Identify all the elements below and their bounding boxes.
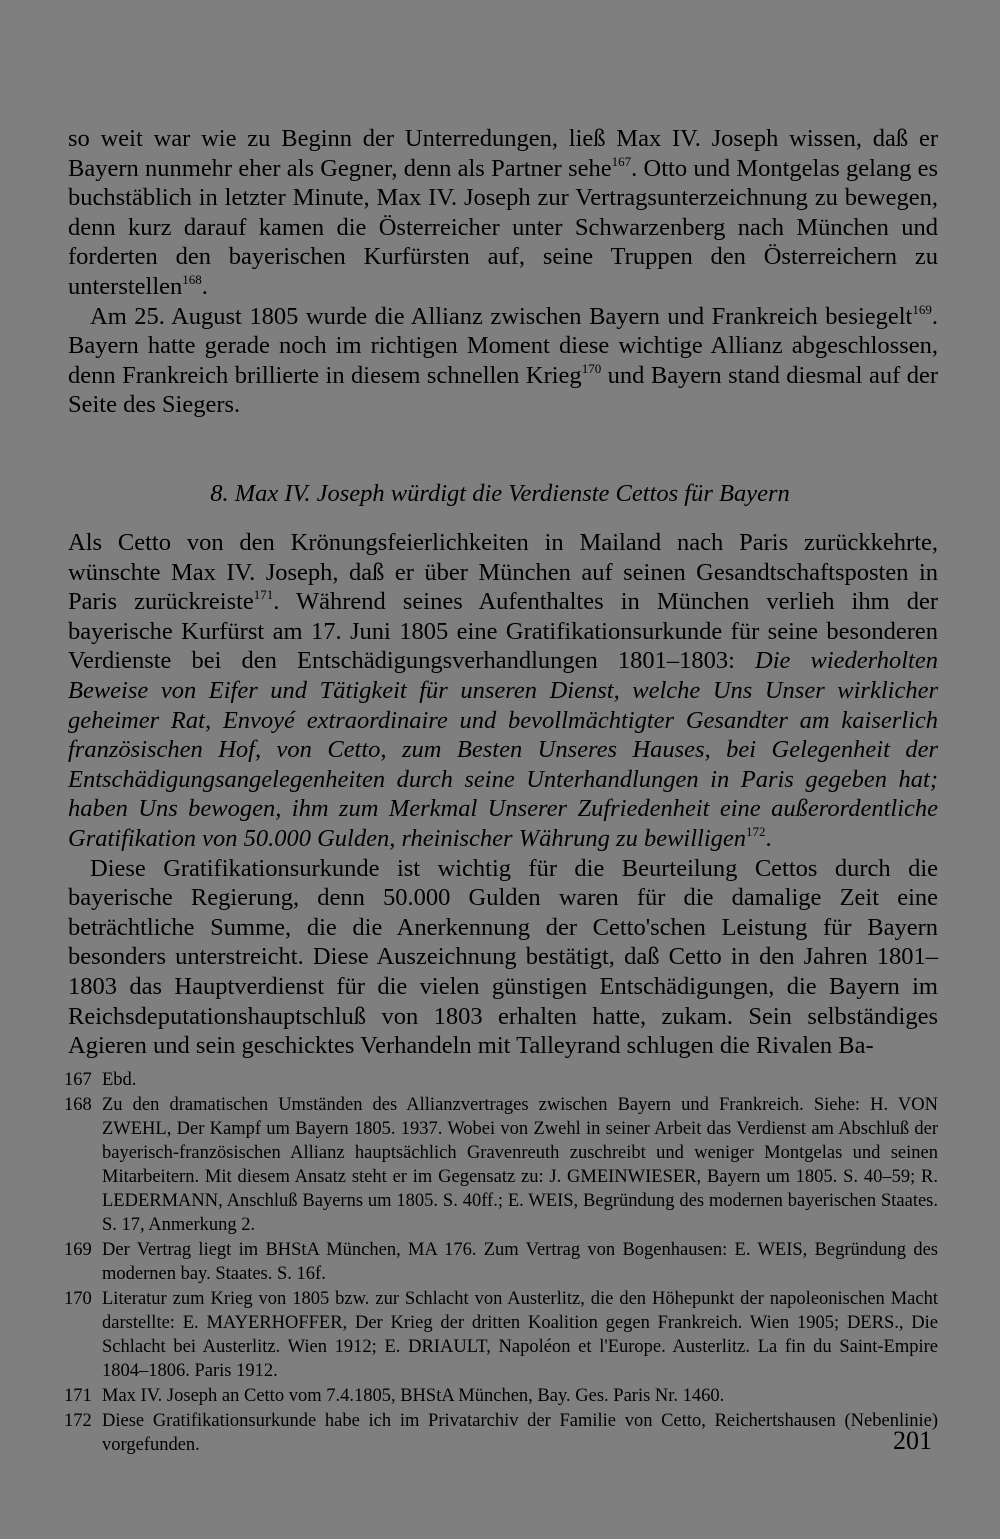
paragraph-2: Am 25. August 1805 wurde die Allianz zwischen Bayern und Frankreich besiegelt$^{169}$. Bayern hatte gerade noch im richtigen Moment diese wichtige Allianz abgeschlossen, denn Frankreich brillierte in diesem schnellen Krieg$^{170}$ und Bayern stand diesmal auf der Seite des Siegers. [68, 301, 938, 419]
footnote-number: 169 [64, 1240, 92, 1260]
footnote-ref-169[interactable]: 169 [912, 301, 932, 317]
footnote [64, 1409, 938, 1457]
footnote [64, 1287, 938, 1383]
page-number: 201 [893, 1426, 932, 1455]
footnote [64, 1238, 938, 1286]
paragraph-1: so weit war wie zu Beginn der Unterredungen, ließ Max IV. Joseph wissen, daß er Bayern nunmehr eher als Gegner, denn als Partner sehe$^{167}$. Otto und Montgelas gelang es buchstäblich in letzter Minute, Max IV. Joseph zur Vertragsunterzeichnung zu bewegen, denn kurz darauf kamen die Österreicher unter Schwarzenberg nach München und forderten den bayerischen Kurfürsten auf, seine Truppen den Österreichern zu unterstellen$^{168}$. [68, 125, 939, 300]
footnote-text: Der Vertrag liegt im BHStA München, MA 176. Zum Vertrag von Bogenhausen: E. WEIS, Begründung des modernen bay. Staates. S. 16f. [102, 1240, 938, 1284]
footnote [64, 1068, 938, 1092]
footnote-number: 167 [64, 1070, 92, 1090]
quotation: Die wiederholten Beweise von Eifer und Tätigkeit für unseren Dienst, welche Uns Unser wirklicher geheimer Rat, Envoyé extraordinaire und bevollmächtigter Gesandter am kaiserlich französischen Hof, von Cetto, zum Besten Unseres Hauses, bei Gelegenheit der Entschädigungsangelegenheiten durch seine Unterhandlungen in Paris gegeben hat; haben Uns bewogen, ihm zum Merkmal Unserer Zufriedenheit eine außerordentliche Gratifikation von 50.000 Gulden, rheinischer Währung zu bewilligen [68, 647, 938, 852]
paragraph-4: Diese Gratifikationsurkunde ist wichtig für die Beurteilung Cettos durch die bayerische Regierung, denn 50.000 Gulden waren für die damalige Zeit eine beträchtliche Summe, die die Anerkennung der Cetto'schen Leistung für Bayern besonders unterstreicht. Diese Auszeichnung bestätigt, daß Cetto in den Jahren 1801–1803 das Hauptverdienst für die vielen günstigen Entschädigungen, die Bayern im Reichsdeputationshauptschluß von 1803 erhalten hatte, zukam. Sein selbständiges Agieren und sein geschicktes Verhandeln mit Talleyrand schlugen die Rivalen Ba- [68, 854, 938, 1060]
footnote-ref-172[interactable]: 172 [746, 823, 766, 839]
paragraph-3: Als Cetto von den Krönungsfeierlichkeiten in Mailand nach Paris zurückkehrte, wünschte Max IV. Joseph, daß er über München auf seinen Gesandtschaftsposten in Paris zurückreiste$^{171}$. Während seines Aufenthaltes in München verlieh ihm der bayerische Kurfürst am 17. Juni 1805 eine Gratifikationsurkunde für seine besonderen Verdienste bei den Entschädigungsverhandlungen 1801–1803: Die wiederholten Beweise von Eifer und Tätigkeit für unseren Dienst, welche Uns Unser wirklicher geheimer Rat, Envoyé extraordinaire und bevollmächtigter Gesandter am kaiserlich französischen Hof, von Cetto, zum Besten Unseres Hauses, bei Gelegenheit der Entschädigungsangelegenheiten durch seine Unterhandlungen in Paris gegeben hat; haben Uns bewogen, ihm zum Merkmal Unserer Zufriedenheit eine außerordentliche Gratifikation von 50.000 Gulden, rheinischer Währung zu bewilligen$^{172}$. [68, 529, 938, 852]
section-heading: 8. Max IV. Joseph würdigt die Verdienste Cettos für Bayern [210, 480, 790, 507]
footnote-number: 168 [64, 1095, 92, 1115]
footnote-number: 171 [64, 1386, 92, 1406]
footnote-text: Literatur zum Krieg von 1805 bzw. zur Schlacht von Austerlitz, die den Höhepunkt der napoleonischen Macht darstellte: E. MAYERHOFFER, Der Krieg der dritten Koalition gegen Frankreich. Wien 1905; DERS., Die Schlacht bei Austerlitz. Wien 1912; E. DRIAULT, Napoléon et l'Europe. Austerlitz. La fin du Saint-Empire 1804–1806. Paris 1912. [102, 1289, 938, 1381]
footnote-number: 170 [64, 1289, 92, 1309]
body-text-top [68, 124, 938, 420]
body-text-section [68, 528, 938, 1061]
footnote-number: 172 [64, 1411, 92, 1431]
footnote-text: Ebd. [102, 1070, 137, 1090]
footnotes [64, 1068, 938, 1458]
footnote-ref-168[interactable]: 168 [182, 271, 202, 287]
footnote [64, 1093, 938, 1237]
footnote-text: Max IV. Joseph an Cetto vom 7.4.1805, BHStA München, Bay. Ges. Paris Nr. 1460. [102, 1386, 725, 1406]
footnote-text: Diese Gratifikationsurkunde habe ich im Privatarchiv der Familie von Cetto, Reichertshausen (Nebenlinie) vorgefunden. [102, 1411, 938, 1455]
footnote-text: Zu den dramatischen Umständen des Allianzvertrages zwischen Bayern und Frankreich. Siehe: H. VON ZWEHL, Der Kampf um Bayern 1805. 1937. Wobei von Zwehl in seiner Arbeit das Verdienst am Abschluß der bayerisch-französischen Allianz hauptsächlich Gravenreuth zuschreibt und weniger Montgelas und seinen Mitarbeitern. Mit diesem Ansatz steht er im Gegensatz zu: J. GMEINWIESER, Bayern um 1805. S. 40–59; R. LEDERMANN, Anschluß Bayerns um 1805. S. 40ff.; E. WEIS, Begründung des modernen bayerischen Staates. S. 17, Anmerkung 2. [102, 1095, 938, 1235]
footnote-ref-170[interactable]: 170 [581, 360, 602, 376]
footnote-ref-171[interactable]: 171 [253, 587, 274, 603]
footnote [64, 1384, 938, 1408]
footnote-ref-167[interactable]: 167 [611, 153, 632, 169]
